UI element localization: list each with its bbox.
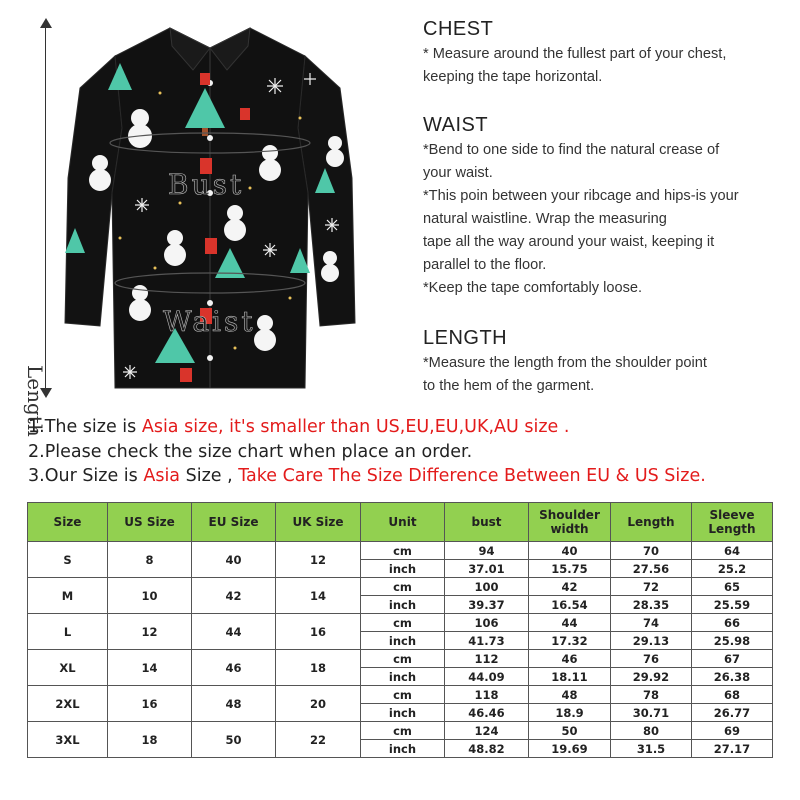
sleeve-cell: 27.17: [692, 740, 773, 758]
header-size: Size: [28, 503, 108, 542]
shoulder-cell: 17.32: [529, 632, 611, 650]
length-cell: 72: [611, 578, 692, 596]
length-measure-line: [45, 22, 46, 394]
waist-line: *This poin between your ribcage and hips-is your: [423, 188, 739, 204]
waist-section: [423, 114, 739, 300]
shoulder-cell: 16.54: [529, 596, 611, 614]
bust-cell: 106: [445, 614, 529, 632]
bust-cell: 44.09: [445, 668, 529, 686]
sleeve-cell: 26.38: [692, 668, 773, 686]
bust-cell: 41.73: [445, 632, 529, 650]
unit-cell: inch: [361, 704, 445, 722]
size-cell: L: [28, 614, 108, 650]
shoulder-cell: 15.75: [529, 560, 611, 578]
length-cell: 29.92: [611, 668, 692, 686]
sleeve-cell: 69: [692, 722, 773, 740]
shoulder-cell: 50: [529, 722, 611, 740]
length-line: *Measure the length from the shoulder point: [423, 355, 707, 371]
note-2: 2.Please check the size chart when place an order.: [28, 441, 473, 462]
us-size-cell: 18: [108, 722, 192, 758]
waist-line: your waist.: [423, 165, 493, 181]
sleeve-cell: 64: [692, 542, 773, 560]
length-cell: 70: [611, 542, 692, 560]
length-cell: 74: [611, 614, 692, 632]
unit-cell: cm: [361, 722, 445, 740]
shoulder-cell: 18.9: [529, 704, 611, 722]
waist-line: tape all the way around your waist, keeping it: [423, 234, 715, 250]
eu-size-cell: 48: [192, 686, 276, 722]
length-label: Length: [23, 365, 47, 437]
sleeve-cell: 25.59: [692, 596, 773, 614]
bust-cell: 124: [445, 722, 529, 740]
length-cell: 31.5: [611, 740, 692, 758]
us-size-cell: 8: [108, 542, 192, 578]
eu-size-cell: 46: [192, 650, 276, 686]
unit-cell: inch: [361, 632, 445, 650]
shoulder-cell: 44: [529, 614, 611, 632]
bust-cell: 37.01: [445, 560, 529, 578]
uk-size-cell: 14: [276, 578, 361, 614]
table-header-row: [28, 503, 773, 542]
eu-size-cell: 42: [192, 578, 276, 614]
eu-size-cell: 50: [192, 722, 276, 758]
uk-size-cell: 20: [276, 686, 361, 722]
waist-line: natural waistline. Wrap the measuring: [423, 211, 667, 227]
christmas-shirt-image: [60, 18, 360, 403]
table-row: [28, 686, 773, 704]
length-cell: 78: [611, 686, 692, 704]
uk-size-cell: 22: [276, 722, 361, 758]
us-size-cell: 10: [108, 578, 192, 614]
eu-size-cell: 40: [192, 542, 276, 578]
waist-line: parallel to the floor.: [423, 257, 547, 273]
size-cell: 3XL: [28, 722, 108, 758]
length-title: LENGTH: [423, 327, 508, 349]
bust-cell: 112: [445, 650, 529, 668]
table-row: [28, 650, 773, 668]
header-length: Length: [611, 503, 692, 542]
shoulder-cell: 42: [529, 578, 611, 596]
size-cell: S: [28, 542, 108, 578]
shoulder-cell: 40: [529, 542, 611, 560]
size-cell: 2XL: [28, 686, 108, 722]
unit-cell: inch: [361, 560, 445, 578]
sleeve-cell: 66: [692, 614, 773, 632]
header-sleeve-length: Sleeve Length: [692, 503, 773, 542]
sleeve-cell: 68: [692, 686, 773, 704]
unit-cell: cm: [361, 614, 445, 632]
us-size-cell: 16: [108, 686, 192, 722]
chest-line: * Measure around the fullest part of your chest,: [423, 46, 727, 62]
waist-line: *Keep the tape comfortably loose.: [423, 280, 643, 296]
arrow-up-icon: [40, 18, 52, 28]
bust-cell: 100: [445, 578, 529, 596]
bust-cell: 48.82: [445, 740, 529, 758]
sleeve-cell: 26.77: [692, 704, 773, 722]
sleeve-cell: 65: [692, 578, 773, 596]
chest-section: [423, 18, 726, 89]
size-cell: M: [28, 578, 108, 614]
table-row: [28, 614, 773, 632]
header-shoulder-width: Shoulder width: [529, 503, 611, 542]
note-1: 1.The size is Asia size, it's smaller than US,EU,EU,UK,AU size .: [28, 417, 570, 437]
shoulder-cell: 48: [529, 686, 611, 704]
header-us-size: US Size: [108, 503, 192, 542]
table-row: [28, 578, 773, 596]
unit-cell: inch: [361, 668, 445, 686]
waist-label: Waist: [163, 305, 256, 338]
note-3: 3.Our Size is Asia Size , Take Care The Size Difference Between EU & US Size.: [28, 466, 706, 486]
sleeve-cell: 25.2: [692, 560, 773, 578]
us-size-cell: 14: [108, 650, 192, 686]
sleeve-cell: 67: [692, 650, 773, 668]
waist-title: WAIST: [423, 114, 489, 136]
shoulder-cell: 18.11: [529, 668, 611, 686]
length-cell: 80: [611, 722, 692, 740]
uk-size-cell: 12: [276, 542, 361, 578]
header-unit: Unit: [361, 503, 445, 542]
eu-size-cell: 44: [192, 614, 276, 650]
chest-line: keeping the tape horizontal.: [423, 69, 603, 85]
size-cell: XL: [28, 650, 108, 686]
bust-cell: 39.37: [445, 596, 529, 614]
header-uk-size: UK Size: [276, 503, 361, 542]
uk-size-cell: 16: [276, 614, 361, 650]
bust-cell: 46.46: [445, 704, 529, 722]
table-row: [28, 722, 773, 740]
length-line: to the hem of the garment.: [423, 378, 595, 394]
size-chart-table: [27, 502, 773, 758]
header-eu-size: EU Size: [192, 503, 276, 542]
table-row: [28, 542, 773, 560]
shoulder-cell: 46: [529, 650, 611, 668]
waist-line: *Bend to one side to find the natural crease of: [423, 142, 720, 158]
unit-cell: cm: [361, 650, 445, 668]
length-section: [423, 327, 707, 398]
bust-label: Bust: [168, 168, 245, 201]
size-notes: [28, 415, 798, 489]
chest-title: CHEST: [423, 18, 494, 40]
shoulder-cell: 19.69: [529, 740, 611, 758]
sleeve-cell: 25.98: [692, 632, 773, 650]
length-cell: 30.71: [611, 704, 692, 722]
unit-cell: cm: [361, 578, 445, 596]
length-cell: 27.56: [611, 560, 692, 578]
unit-cell: cm: [361, 542, 445, 560]
header-bust: bust: [445, 503, 529, 542]
length-cell: 28.35: [611, 596, 692, 614]
us-size-cell: 12: [108, 614, 192, 650]
bust-cell: 94: [445, 542, 529, 560]
unit-cell: inch: [361, 596, 445, 614]
length-cell: 76: [611, 650, 692, 668]
unit-cell: inch: [361, 740, 445, 758]
bust-cell: 118: [445, 686, 529, 704]
length-cell: 29.13: [611, 632, 692, 650]
uk-size-cell: 18: [276, 650, 361, 686]
unit-cell: cm: [361, 686, 445, 704]
